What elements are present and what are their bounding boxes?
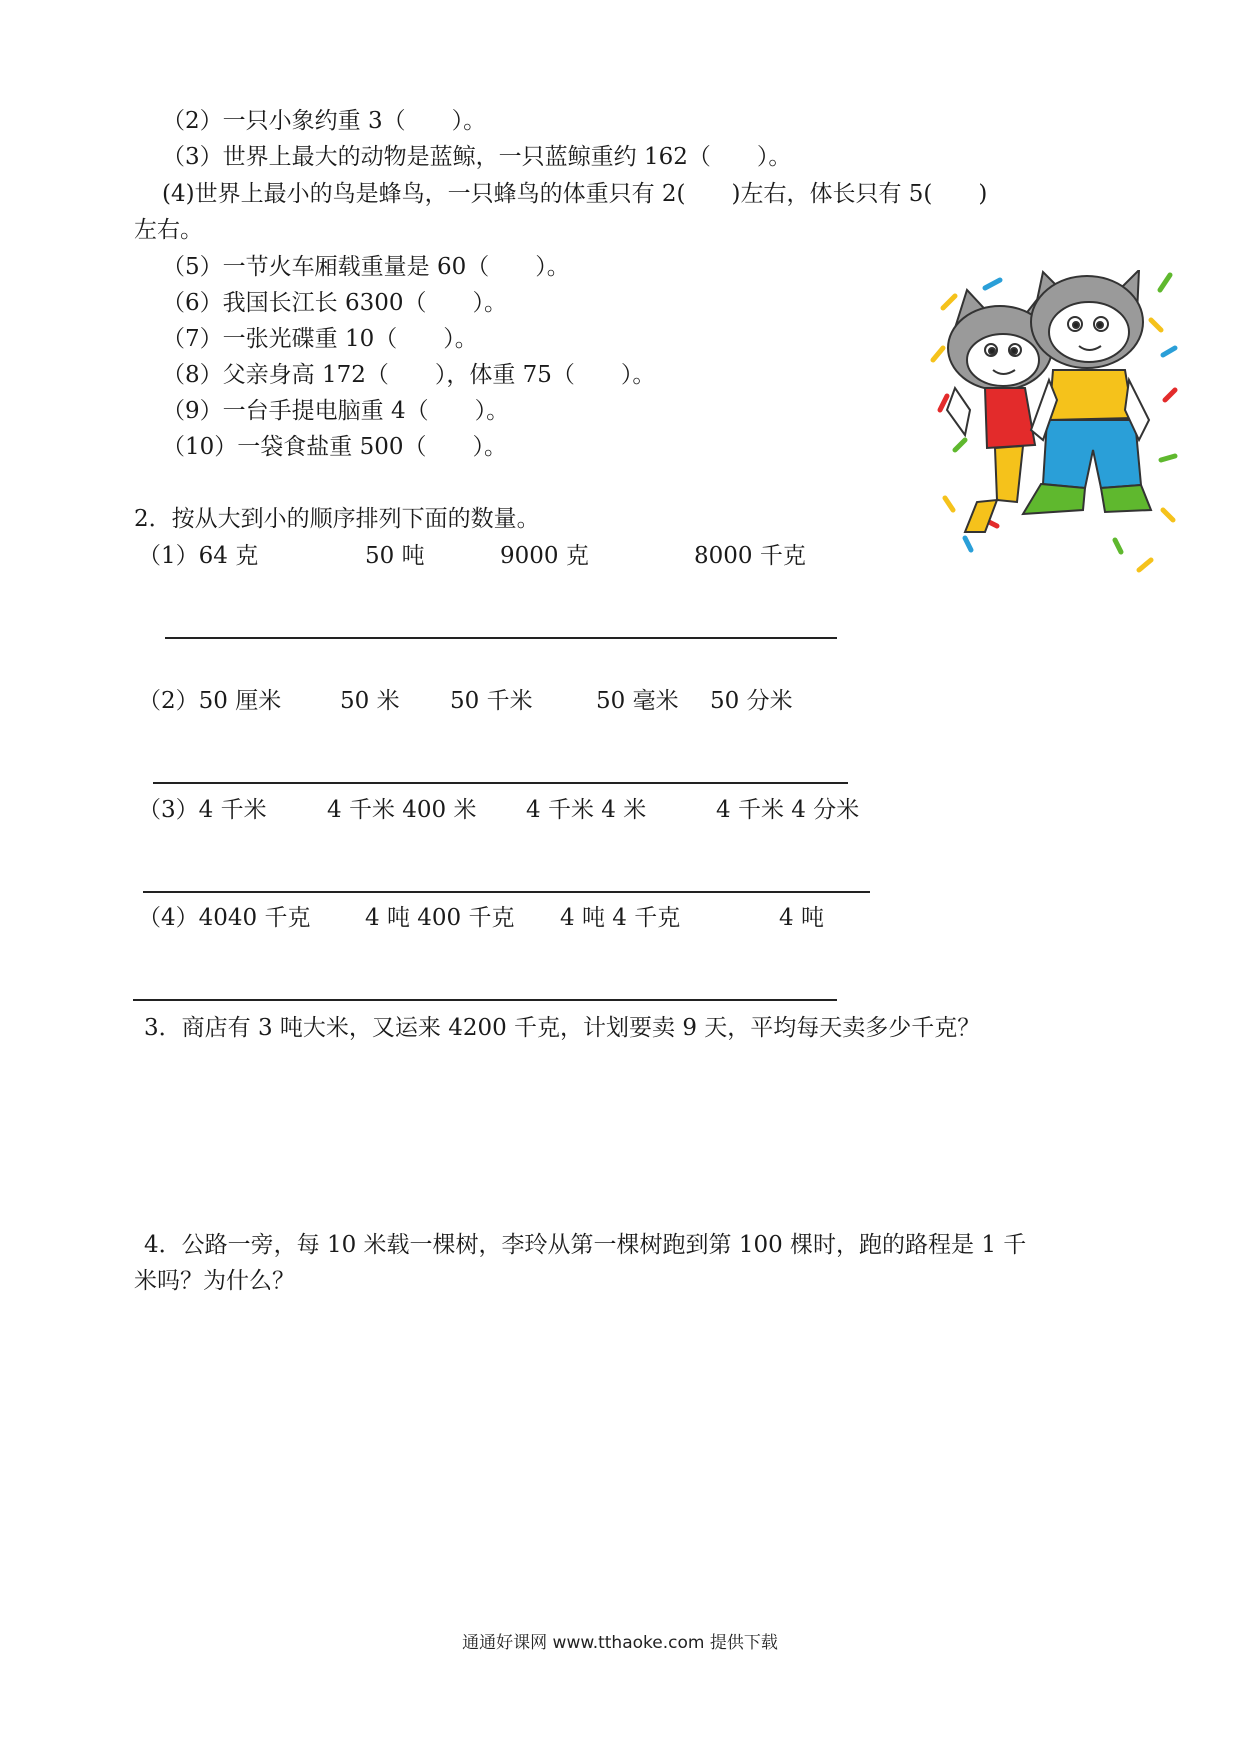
q2-group2-item: 50 分米 <box>710 688 793 714</box>
q4-text-line2: 米吗？为什么？ <box>134 1268 295 1294</box>
q1-item-6: （6）我国长江长 6300（ ）。 <box>162 290 507 316</box>
q2-group3-item: 4 千米 4 米 <box>526 797 647 823</box>
answer-line[interactable] <box>143 891 870 893</box>
q1-item-9: （9）一台手提电脑重 4（ ）。 <box>162 398 510 424</box>
q2-group2-item: 50 米 <box>340 688 400 714</box>
q2-group4-item: 4 吨 400 千克 <box>365 905 515 931</box>
q2-group2-label: （2）50 厘米 <box>138 688 282 714</box>
q2-group1-item: 8000 千克 <box>694 543 806 569</box>
footer: 通通好课网 www.tthaoke.com 提供下载 <box>462 1633 778 1653</box>
q4-text-line1: 4．公路一旁，每 10 米载一棵树，李玲从第一棵树跑到第 100 棵时，跑的路程是 1 千 <box>144 1232 1027 1258</box>
q1-item-4-cont: 左右。 <box>134 217 203 243</box>
q1-item-10: （10）一袋食盐重 500（ ）。 <box>162 434 507 460</box>
q2-group4-label: （4）4040 千克 <box>138 905 311 931</box>
q2-group3-item: 4 千米 4 分米 <box>716 797 860 823</box>
answer-line[interactable] <box>153 782 848 784</box>
q1-item-7: （7）一张光碟重 10（ ）。 <box>162 326 478 352</box>
q1-item-8: （8）父亲身高 172（ ），体重 75（ ）。 <box>162 362 656 388</box>
q1-item-4: (4)世界上最小的鸟是蜂鸟，一只蜂鸟的体重只有 2( )左右，体长只有 5( ) <box>162 181 988 207</box>
q2-group2-item: 50 千米 <box>450 688 533 714</box>
q3-text: 3．商店有 3 吨大米，又运来 4200 千克，计划要卖 9 天，平均每天卖多少千克？ <box>144 1015 981 1041</box>
q2-group1-label: （1）64 克 <box>138 543 259 569</box>
q2-group3-label: （3）4 千米 <box>138 797 267 823</box>
answer-line[interactable] <box>165 637 837 639</box>
q2-group1-item: 9000 克 <box>500 543 589 569</box>
q2-group1-item: 50 吨 <box>365 543 425 569</box>
q2-title: 2．按从大到小的顺序排列下面的数量。 <box>134 506 540 532</box>
q1-item-3: （3）世界上最大的动物是蓝鲸，一只蓝鲸重约 162（ ）。 <box>162 144 792 170</box>
q2-group4-item: 4 吨 4 千克 <box>560 905 681 931</box>
big-cat <box>1023 270 1151 514</box>
q2-group4-item: 4 吨 <box>779 905 824 931</box>
q2-group2-item: 50 毫米 <box>596 688 679 714</box>
q2-group3-item: 4 千米 400 米 <box>327 797 477 823</box>
q1-item-5: （5）一节火车厢载重量是 60（ ）。 <box>162 254 570 280</box>
cartoon-cats-illustration <box>925 270 1185 590</box>
q1-item-2: （2）一只小象约重 3（ ）。 <box>162 108 487 134</box>
answer-line[interactable] <box>133 999 837 1001</box>
